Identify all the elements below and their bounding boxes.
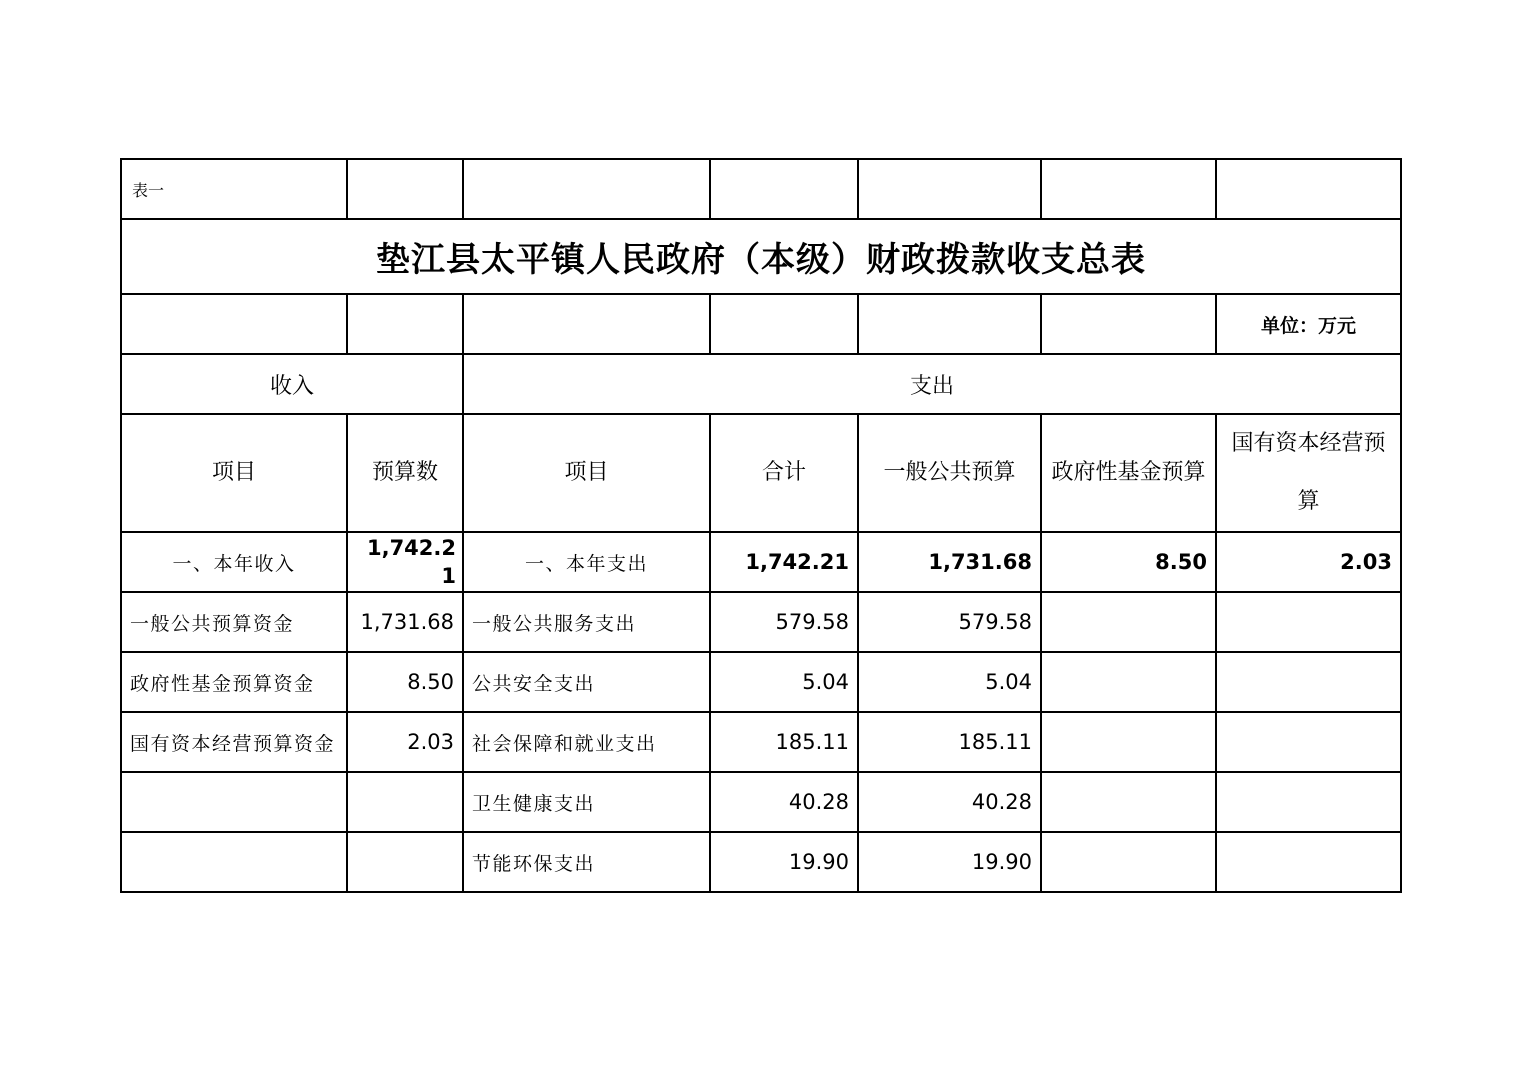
expense-item: 公共安全支出 [463,652,710,712]
header-gov-fund-budget: 政府性基金预算 [1041,414,1216,532]
header-income-item: 项目 [121,414,347,532]
table-tag: 表一 [121,159,347,219]
income-item: 国有资本经营预算资金 [121,712,347,772]
expense-general: 19.90 [858,832,1041,892]
income-item: 政府性基金预算资金 [121,652,347,712]
expense-state-capital [1216,772,1401,832]
column-header-row [121,414,1401,532]
table-row [121,832,1401,892]
expense-general: 40.28 [858,772,1041,832]
expense-gov-fund [1041,712,1216,772]
expense-item: 卫生健康支出 [463,772,710,832]
expense-gov-fund [1041,832,1216,892]
header-income-budget: 预算数 [347,414,463,532]
income-budget: 8.50 [347,652,463,712]
section-row [121,354,1401,414]
summary-total: 1,742.21 [710,532,858,592]
income-budget [347,772,463,832]
table-title: 垫江县太平镇人民政府（本级）财政拨款收支总表 [121,219,1401,294]
expense-state-capital [1216,712,1401,772]
expense-state-capital [1216,652,1401,712]
header-total: 合计 [710,414,858,532]
income-budget: 1,731.68 [347,592,463,652]
table-row [121,772,1401,832]
income-item: 一般公共预算资金 [121,592,347,652]
header-expense-item: 项目 [463,414,710,532]
summary-expense-item: 一、本年支出 [463,532,710,592]
summary-gov-fund: 8.50 [1041,532,1216,592]
expense-total: 5.04 [710,652,858,712]
expense-general: 5.04 [858,652,1041,712]
summary-income-item: 一、本年收入 [121,532,347,592]
expense-state-capital [1216,592,1401,652]
expense-item: 节能环保支出 [463,832,710,892]
expense-item: 社会保障和就业支出 [463,712,710,772]
title-row [121,219,1401,294]
table-row [121,592,1401,652]
table-row [121,652,1401,712]
summary-income-budget: 1,742.21 [347,532,463,592]
table-row [121,712,1401,772]
unit-row [121,294,1401,354]
summary-state-capital: 2.03 [1216,532,1401,592]
expense-total: 19.90 [710,832,858,892]
expense-total: 579.58 [710,592,858,652]
header-state-capital-budget: 国有资本经营预算 [1216,414,1401,532]
budget-summary-table [120,158,1402,893]
tag-row [121,159,1401,219]
income-item [121,832,347,892]
expense-gov-fund [1041,772,1216,832]
summary-general: 1,731.68 [858,532,1041,592]
header-general-budget: 一般公共预算 [858,414,1041,532]
expense-general: 185.11 [858,712,1041,772]
summary-row [121,532,1401,592]
expense-general: 579.58 [858,592,1041,652]
income-section-header: 收入 [121,354,463,414]
expense-section-header: 支出 [463,354,1401,414]
expense-gov-fund [1041,652,1216,712]
expense-item: 一般公共服务支出 [463,592,710,652]
unit-label: 单位：万元 [1216,294,1401,354]
income-budget [347,832,463,892]
income-budget: 2.03 [347,712,463,772]
expense-total: 40.28 [710,772,858,832]
expense-state-capital [1216,832,1401,892]
expense-gov-fund [1041,592,1216,652]
expense-total: 185.11 [710,712,858,772]
income-item [121,772,347,832]
